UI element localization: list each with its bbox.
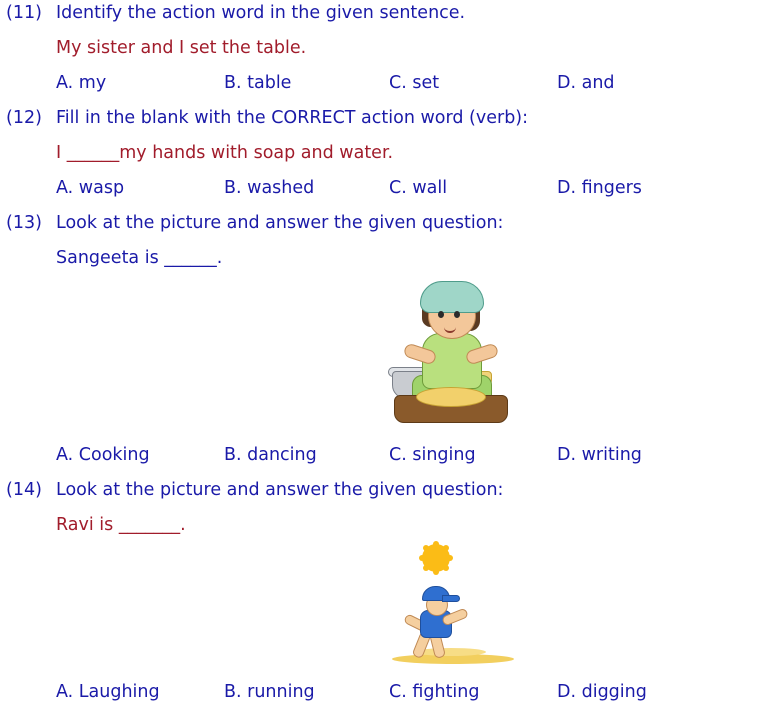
question-number: (13) — [6, 213, 42, 233]
spacer — [0, 96, 779, 105]
cap-brim-shape — [442, 595, 460, 602]
left-eye-shape — [438, 311, 444, 318]
options-row — [56, 679, 779, 705]
option-a[interactable]: A. Cooking — [56, 445, 150, 465]
spacer — [0, 201, 779, 210]
options-row — [56, 70, 779, 96]
option-b[interactable]: B. washed — [224, 178, 315, 198]
options-row — [56, 442, 779, 468]
question-block-12 — [0, 105, 779, 201]
ground-highlight-shape — [416, 648, 486, 656]
question-block-14 — [0, 477, 779, 705]
option-c[interactable]: C. wall — [389, 178, 448, 198]
option-d[interactable]: D. fingers — [557, 178, 642, 198]
option-c[interactable]: C. set — [389, 73, 440, 93]
option-d[interactable]: D. digging — [557, 682, 647, 702]
question-sentence: Sangeeta is ______. — [56, 248, 223, 268]
question-number: (14) — [6, 480, 42, 500]
spacer — [0, 468, 779, 477]
question-number: (11) — [6, 3, 42, 23]
question-block-11 — [0, 0, 779, 96]
option-d[interactable]: D. writing — [557, 445, 642, 465]
right-eye-shape — [454, 311, 460, 318]
girl-cooking-illustration — [56, 275, 779, 433]
sun-icon — [422, 544, 450, 572]
option-b[interactable]: B. dancing — [224, 445, 317, 465]
question-block-13 — [0, 210, 779, 468]
question-number: (12) — [6, 108, 42, 128]
question-stem: Fill in the blank with the CORRECT action word (verb): — [56, 108, 529, 128]
girl-cooking-art — [386, 275, 516, 430]
option-b[interactable]: B. table — [224, 73, 292, 93]
question-sentence: Ravi is _______. — [56, 515, 186, 535]
boy-running-illustration — [56, 542, 779, 670]
options-row — [56, 175, 779, 201]
boy-running-art — [386, 542, 526, 668]
option-d[interactable]: D. and — [557, 73, 615, 93]
question-stem: Look at the picture and answer the given question: — [56, 480, 504, 500]
option-a[interactable]: A. my — [56, 73, 107, 93]
question-sentence: I ______my hands with soap and water. — [56, 143, 394, 163]
question-sentence: My sister and I set the table. — [56, 38, 307, 58]
option-a[interactable]: A. Laughing — [56, 682, 160, 702]
food-plate-shape — [416, 387, 486, 407]
question-stem: Look at the picture and answer the given question: — [56, 213, 504, 233]
option-a[interactable]: A. wasp — [56, 178, 125, 198]
question-stem: Identify the action word in the given sentence. — [56, 3, 466, 23]
option-b[interactable]: B. running — [224, 682, 315, 702]
option-c[interactable]: C. fighting — [389, 682, 480, 702]
option-c[interactable]: C. singing — [389, 445, 476, 465]
headscarf-shape — [420, 281, 484, 313]
